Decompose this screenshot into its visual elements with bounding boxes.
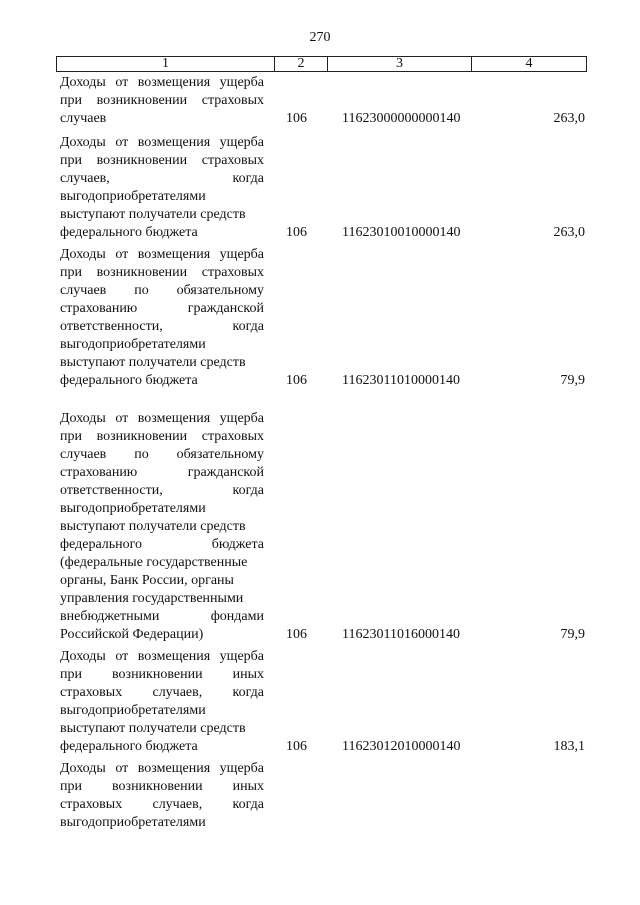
row-description: Доходы от возмещения ущерба при возникновении страховых случаев по обязательному страхованию гражданской ответственности, когда выгодоприобретателями выступают получатели средств федерального бюджета	[60, 247, 264, 388]
row-admin-code: 106	[286, 111, 307, 126]
row-admin-code: 106	[286, 373, 307, 388]
row-classification-code: 11623000000000140	[342, 111, 461, 126]
row-amount: 79,9	[560, 627, 585, 642]
table-row	[60, 410, 587, 644]
row-classification-code: 11623011010000140	[342, 373, 460, 388]
row-admin-code: 106	[286, 739, 307, 754]
table-row	[60, 760, 587, 832]
row-admin-code: 106	[286, 627, 307, 642]
table-row	[60, 74, 587, 128]
row-description: Доходы от возмещения ущерба при возникновении страховых случаев	[60, 75, 264, 126]
row-description: Доходы от возмещения ущерба при возникновении иных страховых случаев, когда выгодоприобретателями	[60, 761, 264, 830]
row-classification-code: 11623011016000140	[342, 627, 460, 642]
header-col-1: 1	[57, 57, 275, 71]
row-classification-code: 11623012010000140	[342, 739, 461, 754]
row-amount: 263,0	[553, 111, 585, 126]
table-row	[60, 648, 587, 756]
row-classification-code: 11623010010000140	[342, 225, 461, 240]
row-description: Доходы от возмещения ущерба при возникновении страховых случаев, когда выгодоприобретателями выступают получатели средств федерального бюджета	[60, 135, 264, 240]
page-number: 270	[309, 30, 331, 45]
row-description: Доходы от возмещения ущерба при возникновении страховых случаев по обязательному страхованию гражданской ответственности, когда выгодоприобретателями выступают получатели средств федерального бюджета (федеральные государственные органы, Банк России, органы управления государственными внебюджетными фондами Российской Федерации)	[60, 411, 264, 642]
table-header	[56, 56, 587, 72]
header-col-4: 4	[525, 56, 533, 71]
header-col-3: 3	[328, 57, 472, 71]
table-row	[60, 134, 587, 242]
row-description: Доходы от возмещения ущерба при возникновении иных страховых случаев, когда выгодоприобретателями выступают получатели средств федерального бюджета	[60, 649, 264, 754]
row-amount: 183,1	[553, 739, 585, 754]
row-amount: 263,0	[553, 225, 585, 240]
row-amount: 79,9	[560, 373, 585, 388]
table-row	[60, 246, 587, 390]
row-admin-code: 106	[286, 225, 307, 240]
header-col-2: 2	[275, 57, 328, 71]
